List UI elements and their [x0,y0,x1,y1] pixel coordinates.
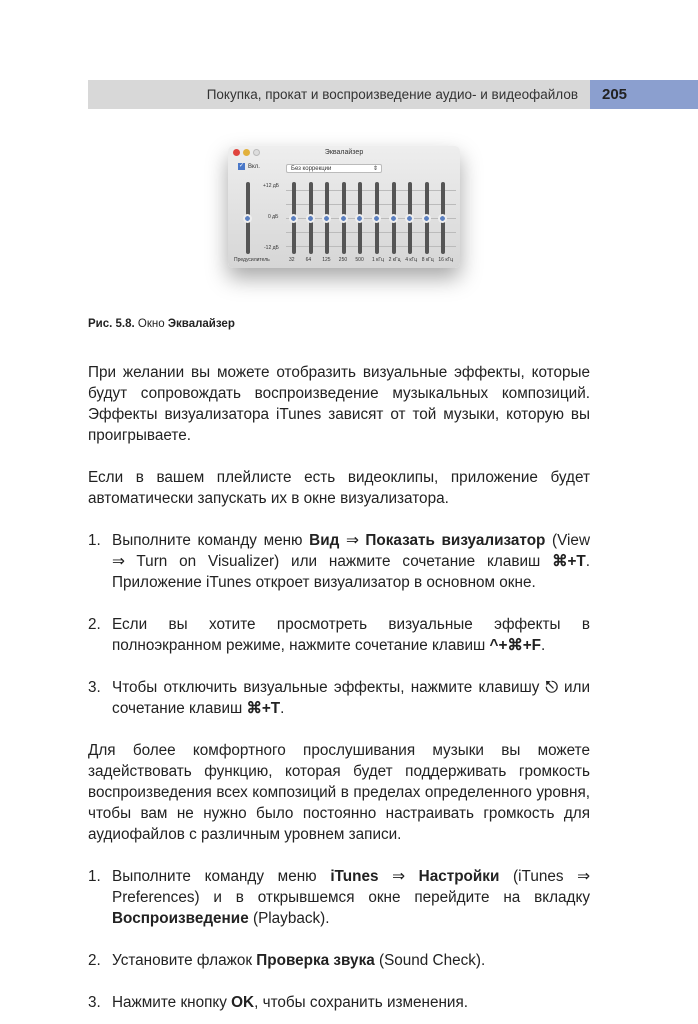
band-slider[interactable] [375,182,379,254]
list-item [88,992,590,1013]
text-run: Установите флажок [112,952,257,969]
bold-term: Воспроизведение [112,910,249,927]
enable-label: Вкл. [248,163,260,170]
slider-knob[interactable] [389,214,398,223]
checkmark-icon: ✓ [238,163,245,169]
text-run: . [541,637,546,654]
numbered-list [88,530,590,719]
band-slider[interactable] [425,182,429,254]
item-number: 2. [88,616,101,633]
body-text [88,362,590,1024]
slider-knob[interactable] [243,214,252,223]
enable-checkbox[interactable] [238,163,260,170]
equalizer-window [228,146,460,268]
band-slider[interactable] [392,182,396,254]
caption-text: Окно [134,318,168,330]
bold-term: ^+⌘+F [489,637,541,654]
header-title: Покупка, прокат и воспроизведение аудио- и видеофайлов [206,87,578,102]
chevron-updown-icon: ⇕ [372,166,378,172]
slider-knob[interactable] [372,214,381,223]
text-run: (iTunes ⇒ Preferences) и в открывшемся окне перейдите на вкладку [112,868,590,906]
preset-value: Без коррекции [291,166,332,172]
list-item [88,530,590,593]
db-label-zero: 0 дБ [268,214,279,220]
db-label-min: -12 дБ [264,245,279,251]
window-title: Эквалайзер [324,149,364,156]
bold-term: Показать визуализатор [365,532,546,549]
item-number: 1. [88,532,101,549]
bold-term: ⌘+T [246,700,281,717]
band-label: 250 [338,257,348,263]
list-item [88,614,590,656]
band-slider[interactable] [342,182,346,254]
item-text [112,950,590,971]
title-bar [228,146,460,160]
band-label: 16 кГц [438,257,454,263]
band-slider[interactable] [292,182,296,254]
minimize-icon[interactable] [243,149,250,156]
band-label: 500 [355,257,364,263]
item-number: 3. [88,679,101,696]
caption-prefix: Рис. 5.8. [88,318,135,330]
preamp-slider[interactable] [246,182,250,254]
text-run: Выполните команду меню [112,532,310,549]
bold-term: OK [231,994,255,1011]
band-label: 8 кГц [421,257,434,263]
text-run: (Sound Check). [374,952,486,969]
item-number: 3. [88,994,101,1011]
close-icon[interactable] [233,149,240,156]
text-run: или сочетание клавиш [112,679,591,717]
bold-term: Настройки [418,868,500,885]
item-number: 2. [88,952,101,969]
numbered-list [88,866,590,1013]
item-text [112,677,590,719]
slider-knob[interactable] [422,214,431,223]
text-run: Нажмите кнопку [112,994,232,1011]
zoom-icon[interactable] [253,149,260,156]
slider-knob[interactable] [306,214,315,223]
bold-term: Вид [309,532,340,549]
list-item [88,866,590,929]
slider-knob[interactable] [438,214,447,223]
text-run: Чтобы отключить визуальные эффекты, нажмите клавишу [112,679,546,696]
text-run: (Playback). [248,910,330,927]
caption-name: Эквалайзер [167,318,235,330]
list-item [88,677,590,719]
bold-term: ⌘+T [552,553,586,570]
text-run: ⇒ [339,532,366,549]
slider-knob[interactable] [405,214,414,223]
item-text [112,530,590,593]
slider-knob[interactable] [322,214,331,223]
db-label-max: +12 дБ [263,183,280,189]
text-run: Если вы хотите просмотреть визуальные эффекты в полноэкранном режиме, нажмите сочетание клавиш [112,616,590,654]
page-number: 205 [590,80,698,109]
text-run: (View ⇒ Turn on Visualizer) или нажмите сочетание клавиш [112,532,590,570]
paragraph: Для более комфортного прослушивания музыки вы можете задействовать функцию, которая будет поддерживать громкость воспроизведения всех композиций в пределах определенного уровня, чтобы вам не нужно было постоянно настраивать громкость для аудиофайлов с различным уровнем записи. [88,742,590,843]
item-text [112,992,590,1013]
preamp-label: Предусилитель [234,257,270,263]
band-slider[interactable] [309,182,313,254]
item-number: 1. [88,868,101,885]
band-label: 64 [305,257,312,263]
bold-term: iTunes [330,868,379,885]
slider-knob[interactable] [289,214,298,223]
text-run: . Приложение iTunes откроет визуализатор в основном окне. [112,553,590,591]
text-run: Выполните команду меню [112,868,331,885]
slider-knob[interactable] [355,214,364,223]
list-item [88,950,590,971]
bold-term: Проверка звука [256,952,375,969]
band-slider[interactable] [325,182,329,254]
band-label: 2 кГц [388,257,401,263]
band-slider[interactable] [408,182,412,254]
paragraph: Если в вашем плейлисте есть видеоклипы, приложение будет автоматически запускать их в окне визуализатора. [88,469,590,507]
band-label: 1 кГц [372,257,384,263]
band-slider[interactable] [441,182,445,254]
band-label: 125 [322,257,331,263]
band-label: 4 кГц [405,257,418,263]
item-text [112,866,590,929]
preset-select[interactable] [286,164,382,173]
band-label: 32 [289,257,295,263]
bold-term: ⎋ [545,679,558,696]
figure-caption [88,318,235,330]
slider-knob[interactable] [339,214,348,223]
text-run: , чтобы сохранить изменения. [254,994,469,1011]
text-run: . [280,700,285,717]
paragraph: При желании вы можете отобразить визуальные эффекты, которые будут сопровождать воспроизведение музыкальных композиций. Эффекты визуализатора iTunes зависят от той музыки, которую вы проигрываете. [88,364,590,444]
text-run: ⇒ [378,868,419,885]
running-header [88,80,590,109]
item-text [112,614,590,656]
band-slider[interactable] [358,182,362,254]
